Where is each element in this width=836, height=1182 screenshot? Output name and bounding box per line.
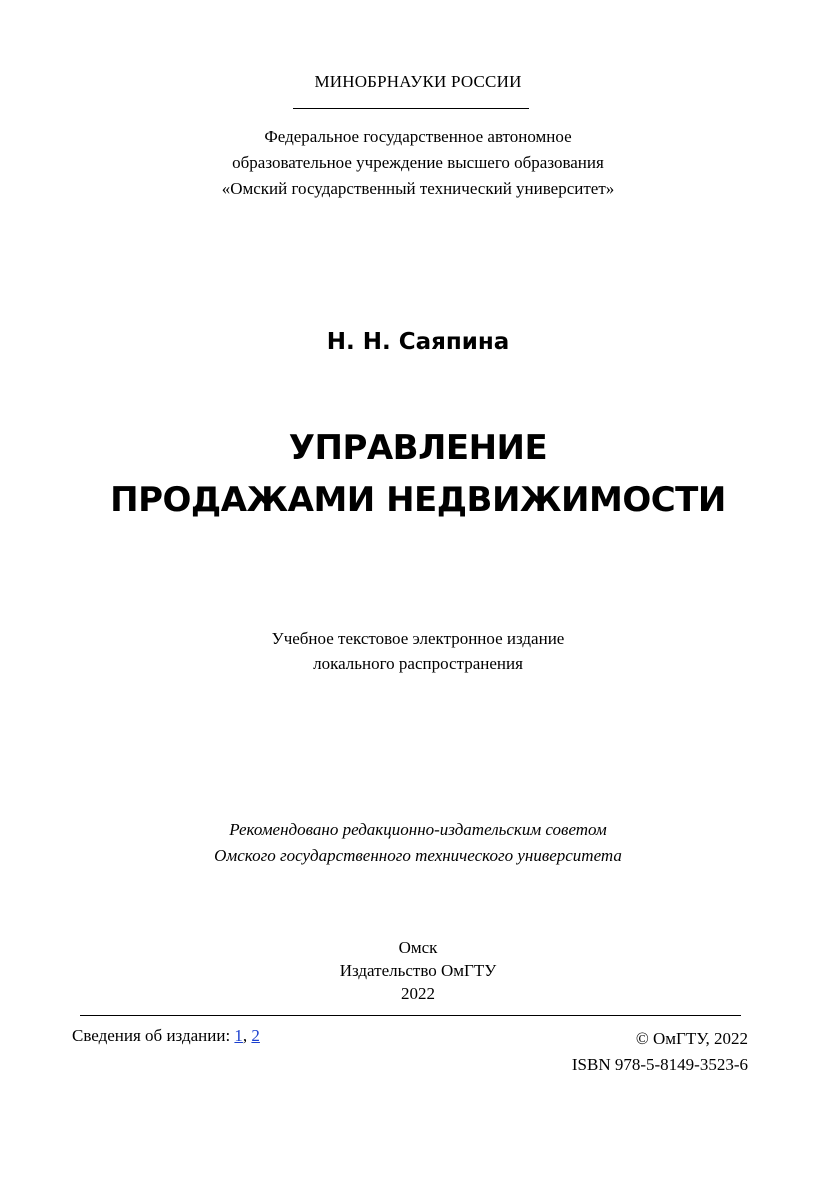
edition-info-separator: ,	[242, 1026, 248, 1045]
ministry-divider	[293, 108, 529, 109]
footer-divider	[80, 1015, 741, 1016]
edition-info	[72, 1026, 260, 1046]
institution-line-2: образовательное учреждение высшего образования	[232, 153, 604, 172]
institution-name	[0, 124, 836, 202]
recommendation-line-2: Омского государственного технического университета	[214, 846, 622, 865]
edition-info-link-1[interactable]: 1	[234, 1026, 243, 1045]
recommendation-note	[0, 817, 836, 869]
institution-line-3: «Омский государственный технический университет»	[221, 179, 615, 198]
institution-line-1: Федеральное государственное автономное	[264, 127, 572, 146]
edition-line-1: Учебное текстовое электронное издание	[271, 629, 565, 648]
imprint-publisher: Издательство ОмГТУ	[339, 961, 497, 980]
edition-line-2: локального распространения	[313, 654, 523, 673]
book-title	[0, 422, 836, 526]
copyright-text: © ОмГТУ, 2022	[635, 1029, 748, 1048]
imprint-year: 2022	[401, 984, 435, 1003]
recommendation-line-1: Рекомендовано редакционно-издательским советом	[229, 820, 607, 839]
edition-info-label: Сведения об издании:	[72, 1026, 231, 1045]
edition-info-link-2[interactable]: 2	[251, 1026, 260, 1045]
book-title-line-1: УПРАВЛЕНИЕ	[288, 428, 548, 468]
copyright-block	[572, 1026, 748, 1078]
book-title-line-2: ПРОДАЖАМИ НЕДВИЖИМОСТИ	[110, 480, 726, 520]
edition-type	[0, 626, 836, 676]
isbn-text: ISBN 978-5-8149-3523-6	[571, 1055, 748, 1074]
ministry-name: МИНОБРНАУКИ РОССИИ	[314, 72, 522, 91]
imprint-city: Омск	[398, 938, 438, 957]
imprint	[0, 936, 836, 1005]
author-name: Н. Н. Саяпина	[326, 329, 510, 355]
